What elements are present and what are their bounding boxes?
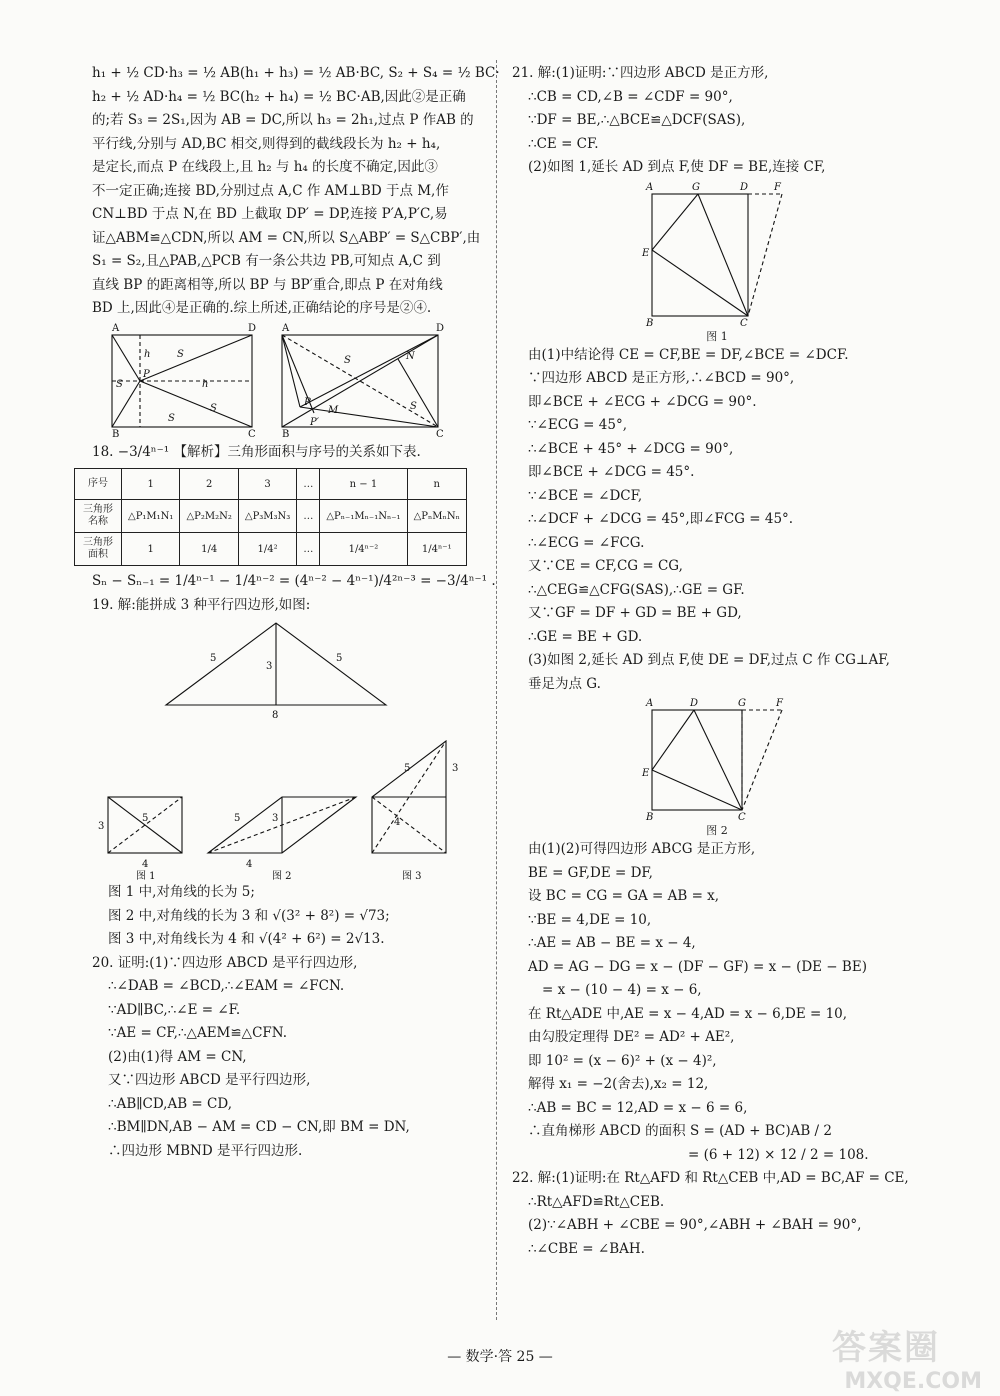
text-line: 解得 x₁ = −2(舍去),x₂ = 12, (528, 1076, 709, 1092)
text-line: 又∵四边形 ABCD 是平行四边形, (108, 1072, 311, 1088)
text-line: ∴AE = AB − BE = x − 4, (528, 935, 696, 951)
text-line: ∴∠ECG = ∠FCG. (528, 534, 645, 551)
column-divider (496, 60, 497, 1320)
table-cell: … (297, 469, 320, 500)
watermark-logo (832, 1320, 982, 1394)
fig2-caption: 图 2 (272, 871, 292, 881)
svg-text:h: h (202, 378, 209, 390)
text-line: 设 BC = CG = GA = AB = x, (528, 888, 720, 904)
text-line: ∵∠ECG = 45°, (528, 417, 627, 433)
q18-heading: 18. −3/4ⁿ⁻¹ 【解析】三角形面积与序号的关系如下表. (92, 443, 421, 460)
label-three: 3 (266, 661, 273, 672)
text-line: ∴∠DCF + ∠DCG = 45°,即∠FCG = 45°. (528, 511, 794, 527)
text-line: 的;若 S₃ = 2S₁,因为 AB = DC,所以 h₃ = 2h₁,过点 P 作AB 的 (92, 112, 474, 128)
table-cell: 2 (180, 469, 238, 500)
svg-text:D: D (690, 698, 699, 709)
q21-heading: 21. 解:(1)证明:∵四边形 ABCD 是正方形, (512, 65, 769, 81)
text-line: 即∠BCE + ∠DCG = 45°. (528, 464, 695, 480)
text-line: ∴四边形 MBND 是平行四边形. (108, 1142, 303, 1159)
text-line: ∴CE = CF. (528, 135, 599, 152)
text-line: 由勾股定理得 DE² = AD² + AE², (528, 1029, 735, 1045)
watermark-url: MXQE.COM (844, 1369, 982, 1394)
table-cell: △P₁M₁N₁ (122, 500, 180, 533)
text-line: BE = GF,DE = DF, (528, 864, 653, 881)
svg-text:S: S (168, 412, 175, 424)
svg-text:C: C (740, 317, 748, 328)
text-line: ∵AE = CF,∴△AEM≌△CFN. (108, 1025, 288, 1041)
svg-text:P: P (304, 396, 311, 408)
table-cell: 1 (122, 533, 180, 566)
text-line: (2)如图 1,延长 AD 到点 F,使 DF = BE,连接 CF, (528, 159, 826, 175)
text-line: 即 10² = (x − 6)² + (x − 4)², (528, 1052, 717, 1069)
q21-figure-1 (512, 180, 922, 328)
text-line: (3)如图 2,延长 AD 到点 F,使 DE = DF,过点 C 作 CG⊥AF, (528, 652, 890, 668)
text-line: ∴GE = BE + GD. (528, 628, 643, 645)
table-cell: 3 (238, 469, 296, 500)
text-line: CN⊥BD 于点 N,在 BD 上截取 DP′ = DP,连接 P′A,P′C,易 (92, 206, 448, 222)
text-line: 不一定正确;连接 BD,分别过点 A,C 作 AM⊥BD 于点 M,作 (92, 182, 449, 199)
table-cell: 1/4 (180, 533, 238, 566)
svg-text:S: S (210, 402, 217, 414)
q17-figure (92, 321, 488, 441)
q19-heading: 19. 解:能拼成 3 种平行四边形,如图: (92, 596, 311, 613)
text-line: h₂ + ½ AD·h₄ = ½ BC(h₂ + h₄) = ½ BC·AB,因此②是正确 (92, 88, 466, 105)
row-header: 序号 (75, 469, 122, 500)
text-line: ∴△CEG≌△CFG(SAS),∴GE = GF. (528, 581, 745, 598)
text-line: 直线 BP 的距离相等,所以 BP 与 BP′重合,即点 P 在对角线 (92, 276, 443, 293)
text-line: = (6 + 12) × 12 / 2 = 108. (688, 1146, 869, 1163)
svg-text:S: S (177, 348, 184, 360)
text-line: 平行线,分别与 AD,BC 相交,则得到的截线段长为 h₂ + h₄, (92, 135, 441, 152)
label-five: 5 (404, 763, 411, 774)
text-line: ∴BM∥DN,AB − AM = CD − CN,即 BM = DN, (108, 1119, 410, 1135)
table-cell: △P₃M₃N₃ (238, 500, 296, 533)
text-line: ∴直角梯形 ABCD 的面积 S = (AD + BC)AB / 2 (528, 1123, 832, 1139)
svg-text:D: D (436, 322, 445, 334)
text-line: 即∠BCE + ∠ECG + ∠DCG = 90°. (528, 393, 757, 410)
svg-text:N: N (406, 350, 415, 362)
text-line: 图 2 中,对角线的长为 3 和 √(3² + 8²) = √73; (108, 907, 390, 924)
text-line: 垂足为点 G. (528, 675, 601, 692)
label-four: 4 (394, 817, 401, 828)
text-line: (2)由(1)得 AM = CN, (108, 1048, 247, 1065)
left-column (83, 62, 500, 1163)
svg-text:B: B (646, 317, 654, 328)
svg-text:B: B (282, 428, 290, 440)
svg-text:S: S (344, 354, 351, 366)
table-cell: △PₙMₙNₙ (407, 500, 466, 533)
table-cell: … (297, 500, 320, 533)
svg-text:A: A (112, 322, 120, 334)
table-row (75, 469, 467, 500)
table-cell: 1/4ⁿ⁻¹ (407, 533, 466, 566)
row-header: 三角形名称 (75, 500, 122, 533)
q21-figure-2 (512, 696, 922, 822)
svg-text:P′: P′ (310, 416, 319, 428)
text-line: ∵BE = 4,DE = 10, (528, 911, 652, 928)
q22-heading: 22. 解:(1)证明:在 Rt△AFD 和 Rt△CEB 中,AD = BC,AF = CE, (512, 1170, 909, 1186)
label-three: 3 (272, 813, 279, 824)
svg-text:h: h (144, 348, 151, 360)
svg-text:S: S (116, 378, 123, 390)
svg-text:E: E (642, 768, 650, 779)
svg-text:A: A (282, 322, 290, 334)
text-line: 证△ABM≌△CDN,所以 AM = CN,所以 S△ABP′ = S△CBP′,由 (92, 229, 481, 246)
text-line: ∵四边形 ABCD 是正方形,∴∠BCD = 90°, (528, 370, 795, 386)
text-line: 又∵CE = CF,CG = CG, (528, 558, 683, 574)
table-cell: △Pₙ₋₁Mₙ₋₁Nₙ₋₁ (320, 500, 407, 533)
text-line: S₁ = S₂,且△PAB,△PCB 有一条公共边 PB,可知点 A,C 到 (92, 253, 441, 269)
svg-text:A: A (646, 698, 654, 709)
table-cell: 1/4² (238, 533, 296, 566)
label-three: 3 (98, 821, 105, 832)
page-footer: — 数学·答 25 — (447, 1349, 553, 1365)
text-line: ∵AD∥BC,∴∠E = ∠F. (108, 1001, 241, 1018)
text-line: ∴CB = CD,∠B = ∠CDF = 90°, (528, 88, 733, 105)
right-column (512, 62, 922, 1261)
text-line: ∵∠BCE = ∠DCF, (528, 487, 643, 504)
svg-text:B: B (112, 428, 120, 440)
fig1-caption: 图 1 (136, 871, 156, 881)
svg-text:G: G (692, 181, 700, 193)
text-line: ∴Rt△AFD≌Rt△CEB. (528, 1193, 665, 1210)
q18-formula: Sₙ − Sₙ₋₁ = 1/4ⁿ⁻¹ − 1/4ⁿ⁻² = (4ⁿ⁻² − 4ⁿ⁻¹)/4²ⁿ⁻³ = −3/4ⁿ⁻¹ . (92, 573, 496, 589)
text-line: 由(1)中结论得 CE = CF,BE = DF,∠BCE = ∠DCF. (528, 346, 849, 363)
text-line: ∴∠CBE = ∠BAH. (528, 1240, 645, 1257)
svg-text:D: D (740, 181, 749, 193)
text-line: 图 3 中,对角线长为 4 和 √(4² + 6²) = 2√13. (108, 931, 385, 947)
text-line: 由(1)(2)可得四边形 ABCG 是正方形, (528, 841, 756, 857)
svg-text:C: C (436, 428, 444, 440)
label-five: 5 (142, 813, 149, 824)
fig2-caption: 图 2 (706, 824, 728, 837)
fig1-caption: 图 1 (706, 329, 728, 343)
q19-parallelogram-figures (92, 721, 488, 881)
text-line: 图 1 中,对角线的长为 5; (108, 884, 255, 900)
text-line: ∴AB = BC = 12,AD = x − 6 = 6, (528, 1099, 748, 1116)
text-line: ∴∠DAB = ∠BCD,∴∠EAM = ∠FCN. (108, 978, 345, 994)
text-line: ∴∠BCE + 45° + ∠DCG = 90°, (528, 440, 734, 457)
svg-text:D: D (248, 322, 257, 334)
label-eight: 8 (272, 710, 279, 721)
table-cell: 1/4ⁿ⁻² (320, 533, 407, 566)
text-line: h₁ + ½ CD·h₃ = ½ AB(h₁ + h₃) = ½ AB·BC, S₂ + S₄ = ½ BC· (92, 65, 500, 81)
svg-text:M: M (328, 404, 339, 416)
svg-text:C: C (738, 812, 746, 822)
svg-text:C: C (248, 428, 256, 440)
text-line: 在 Rt△ADE 中,AE = x − 4,AD = x − 6,DE = 10, (528, 1005, 848, 1022)
table-row (75, 500, 467, 533)
table-cell: △P₂M₂N₂ (180, 500, 238, 533)
text-line: 是定长,而点 P 在线段上,且 h₂ 与 h₄ 的长度不确定,因此③ (92, 159, 438, 175)
label-five: 5 (234, 813, 241, 824)
svg-text:F: F (774, 181, 781, 193)
text-line: (2)∵∠ABH + ∠CBE = 90°,∠ABH + ∠BAH = 90°, (528, 1217, 862, 1233)
label-four: 4 (246, 859, 253, 870)
label-four: 4 (142, 859, 149, 870)
text-line: AD = AG − DG = x − (DF − GF) = x − (DE − BE) (528, 958, 867, 975)
label-five: 5 (336, 653, 343, 664)
svg-text:B: B (646, 812, 654, 822)
watermark-text: 答案圈 (832, 1328, 940, 1368)
svg-text:F: F (776, 698, 783, 709)
text-line: ∴AB∥CD,AB = CD, (108, 1095, 232, 1112)
svg-text:S: S (410, 400, 417, 412)
table-cell: … (297, 533, 320, 566)
table-cell: n (407, 469, 466, 500)
svg-text:E: E (642, 247, 650, 259)
label-three: 3 (452, 763, 459, 774)
text-line: ∵DF = BE,∴△BCE≌△DCF(SAS), (528, 112, 746, 128)
table-cell: 1 (122, 469, 180, 500)
fig3-caption: 图 3 (402, 871, 422, 881)
q19-triangle-figure (92, 617, 488, 721)
label-five: 5 (210, 653, 217, 664)
row-header: 三角形面积 (75, 533, 122, 566)
svg-text:P: P (143, 368, 150, 380)
svg-text:G: G (738, 698, 746, 709)
table-cell: n − 1 (320, 469, 407, 500)
text-line: BD 上,因此④是正确的.综上所述,正确结论的序号是②④. (92, 300, 432, 316)
q20-heading: 20. 证明:(1)∵四边形 ABCD 是平行四边形, (92, 954, 358, 971)
table-row (75, 533, 467, 566)
q18-table (74, 468, 467, 566)
text-line: = x − (10 − 4) = x − 6, (542, 982, 702, 998)
svg-text:A: A (646, 181, 654, 193)
text-line: 又∵GF = DF + GD = BE + GD, (528, 605, 742, 621)
